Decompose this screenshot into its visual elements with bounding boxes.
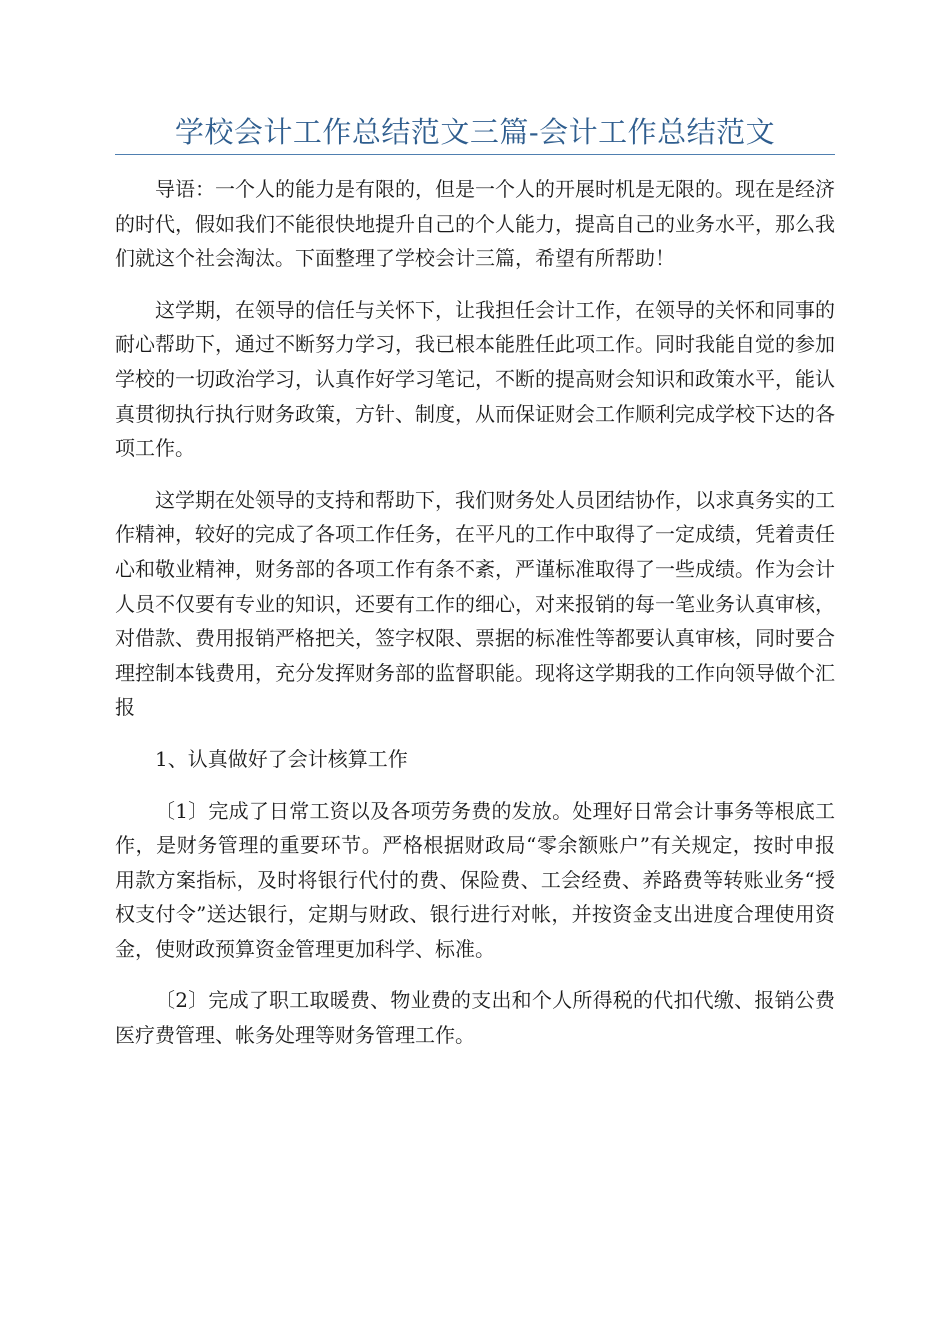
document-body [115,172,835,1070]
paragraph-intro: 导语：一个人的能力是有限的，但是一个人的开展时机是无限的。现在是经济的时代，假如我们不能很快地提升自己的个人能力，提高自己的业务水平，那么我们就这个社会淘汰。下面整理了学校会计三篇，希望有所帮助！ [115,177,835,271]
paragraph: 〔2〕完成了职工取暖费、物业费的支出和个人所得税的代扣代缴、报销公费医疗费管理、帐务处理等财务管理工作。 [115,988,835,1048]
document-title: 学校会计工作总结范文三篇-会计工作总结范文 [174,115,776,149]
paragraph: 这学期，在领导的信任与关怀下，让我担任会计工作，在领导的关怀和同事的耐心帮助下，通过不断努力学习，我已根本能胜任此项工作。同时我能自觉的参加学校的一切政治学习，认真作好学习笔记，不断的提高财会知识和政策水平，能认真贯彻执行执行财务政策，方针、制度，从而保证财会工作顺利完成学校下达的各项工作。 [115,297,835,461]
title-underline [115,154,835,155]
section-heading: 1、认真做好了会计核算工作 [155,746,408,771]
paragraph: 这学期在处领导的支持和帮助下，我们财务处人员团结协作，以求真务实的工作精神，较好的完成了各项工作任务，在平凡的工作中取得了一定成绩，凭着责任心和敬业精神，财务部的各项工作有条不紊，严谨标准取得了一些成绩。作为会计人员不仅要有专业的知识，还要有工作的细心，对来报销的每一笔业务认真审核，对借款、费用报销严格把关，签字权限、票据的标准性等都要认真审核，同时要合理控制本钱费用，充分发挥财务部的监督职能。现将这学期我的工作向领导做个汇报 [115,487,835,720]
paragraph: 〔1〕完成了日常工资以及各项劳务费的发放。处理好日常会计事务等根底工作，是财务管理的重要环节。严格根据财政局“零余额账户”有关规定，按时申报用款方案指标，及时将银行代付的费、保险费、工会经费、养路费等转账业务“授权支付令”送达银行，定期与财政、银行进行对帐，并按资金支出进度合理使用资金，使财政预算资金管理更加科学、标准。 [115,798,835,961]
